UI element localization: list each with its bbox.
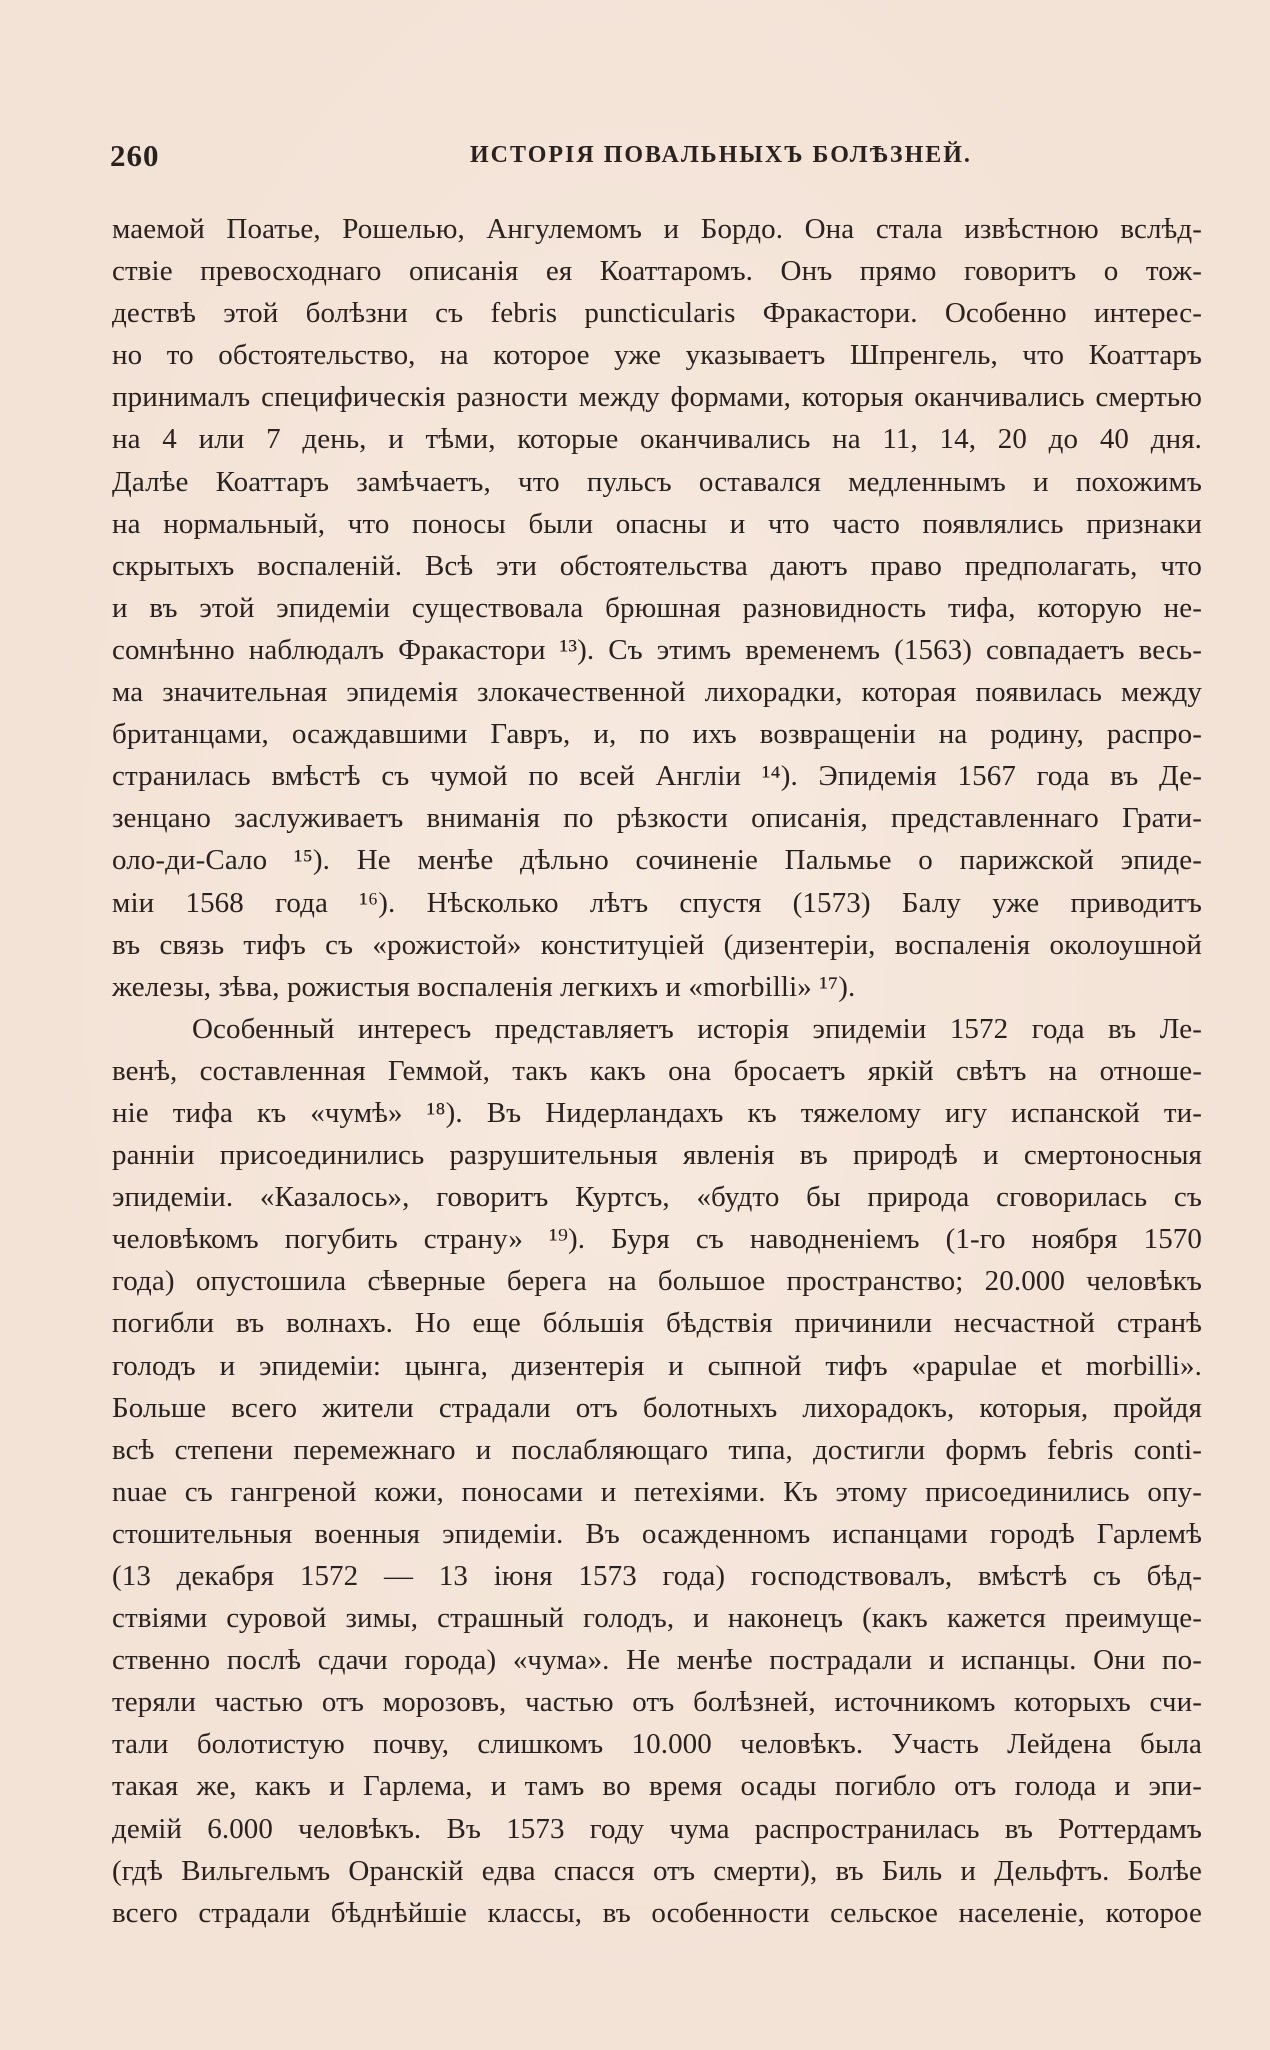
- text-line: теряли частью отъ морозовъ, частью отъ болѣзней, источникомъ которыхъ счи-: [112, 1686, 1202, 1719]
- text-line: ніе тифа къ «чумѣ» ¹⁸). Въ Нидерландахъ къ тяжелому игу испанской ти-: [112, 1096, 1202, 1129]
- text-line: Больше всего жители страдали отъ болотныхъ лихорадокъ, которыя, пройдя: [112, 1391, 1202, 1424]
- text-line: ствіями суровой зимы, страшный голодъ, и наконецъ (какъ кажется преимуще-: [112, 1602, 1202, 1635]
- text-line: ранніи присоединились разрушительныя явленія въ природѣ и смертоносныя: [112, 1139, 1202, 1172]
- text-line: Далѣе Коаттаръ замѣчаетъ, что пульсъ оставался медленнымъ и похожимъ: [112, 465, 1202, 498]
- text-line: демій 6.000 человѣкъ. Въ 1573 году чума распространилась въ Роттердамъ: [112, 1812, 1202, 1845]
- text-line: эпидеміи. «Казалось», говоритъ Куртсъ, «будто бы природа сговорилась съ: [112, 1181, 1202, 1214]
- text-line: (гдѣ Вильгельмъ Оранскій едва спасся отъ смерти), въ Биль и Дельфтъ. Болѣе: [112, 1854, 1202, 1887]
- text-line: всѣ степени перемежнаго и послабляющаго типа, достигли формъ febris conti-: [112, 1433, 1202, 1466]
- text-line: принималъ специфическія разности между формами, которыя оканчивались смертью: [112, 381, 1202, 414]
- text-line: ственно послѣ сдачи города) «чума». Не менѣе пострадали и испанцы. Они по-: [112, 1644, 1202, 1677]
- paragraph-start-line: Особенный интересъ представляетъ исторія эпидеміи 1572 года въ Ле-: [192, 1012, 1202, 1045]
- text-line: скрытыхъ воспаленій. Всѣ эти обстоятельства даютъ право предполагать, что: [112, 549, 1202, 582]
- page-number: 260: [110, 138, 160, 173]
- text-line: ма значительная эпидемія злокачественной лихорадки, которая появилась между: [112, 676, 1202, 709]
- text-line: nuae съ гангреной кожи, поносами и петехіями. Къ этому присоединились опу-: [112, 1475, 1202, 1508]
- text-line: тали болотистую почву, слишкомъ 10.000 человѣкъ. Участь Лейдена была: [112, 1728, 1202, 1761]
- text-line: (13 декабря 1572 — 13 іюня 1573 года) господствовалъ, вмѣстѣ съ бѣд-: [112, 1560, 1202, 1592]
- text-line: погибли въ волнахъ. Но еще бóльшія бѣдствія причинили несчастной странѣ: [112, 1307, 1202, 1340]
- body-text: [112, 208, 1202, 1934]
- text-line: на нормальный, что поносы были опасны и что часто появлялись признаки: [112, 507, 1202, 540]
- text-line: сомнѣнно наблюдалъ Фракастори ¹³). Съ этимъ временемъ (1563) совпадаетъ весь-: [112, 633, 1202, 666]
- text-line: британцами, осаждавшими Гавръ, и, по ихъ возвращеніи на родину, распро-: [112, 718, 1202, 751]
- text-line: міи 1568 года ¹⁶). Нѣсколько лѣтъ спустя (1573) Балу уже приводитъ: [112, 886, 1202, 919]
- text-line: такая же, какъ и Гарлема, и тамъ во время осады погибло отъ голода и эпи-: [112, 1770, 1202, 1803]
- text-line: голодъ и эпидеміи: цынга, дизентерія и сыпной тифъ «papulae et morbilli».: [112, 1349, 1202, 1382]
- text-line: зенцано заслуживаетъ вниманія по рѣзкости описанія, представленнаго Грати-: [112, 802, 1202, 835]
- text-line: на 4 или 7 день, и тѣми, которые оканчивались на 11, 14, 20 до 40 дня.: [112, 423, 1202, 456]
- text-line: года) опустошила сѣверные берега на большое пространство; 20.000 человѣкъ: [112, 1265, 1202, 1298]
- text-line: ствіе превосходнаго описанія ея Коаттаромъ. Онъ прямо говоритъ о тож-: [112, 255, 1202, 288]
- text-line: дествѣ этой болѣзни съ febris puncticularis Фракастори. Особенно интерес-: [112, 297, 1202, 330]
- text-line: въ связь тифъ съ «рожистой» конституціей (дизентеріи, воспаленія околоушной: [112, 928, 1202, 961]
- text-line: и въ этой эпидеміи существовала брюшная разновидность тифа, которую не-: [112, 591, 1202, 624]
- text-line: стошительныя военныя эпидеміи. Въ осажденномъ испанцами городѣ Гарлемѣ: [112, 1517, 1202, 1550]
- paragraph-end-line: железы, зѣва, рожистыя воспаленія легкихъ и «morbilli» ¹⁷).: [112, 970, 856, 1003]
- text-line: венѣ, составленная Геммой, такъ какъ она бросаетъ яркій свѣтъ на отноше-: [112, 1054, 1202, 1087]
- text-line: всего страдали бѣднѣйшіе классы, въ особенности сельское населеніе, которое: [112, 1896, 1202, 1929]
- text-line: маемой Поатье, Рошелью, Ангулемомъ и Бордо. Она стала извѣстною вслѣд-: [112, 213, 1202, 245]
- text-line: странилась вмѣстѣ съ чумой по всей Англіи ¹⁴). Эпидемія 1567 года въ Де-: [112, 760, 1202, 793]
- page-header: [110, 138, 1200, 178]
- text-line: человѣкомъ погубить страну» ¹⁹). Буря съ наводненіемъ (1-го ноября 1570: [112, 1223, 1202, 1256]
- text-line: оло-ди-Сало ¹⁵). Не менѣе дѣльно сочиненіе Пальмье о парижской эпиде-: [112, 844, 1202, 877]
- text-line: но то обстоятельство, на которое уже указываетъ Шпренгель, что Коаттаръ: [112, 339, 1202, 372]
- running-title: ИСТОРІЯ ПОВАЛЬНЫХЪ БОЛѢЗНЕЙ.: [470, 142, 972, 168]
